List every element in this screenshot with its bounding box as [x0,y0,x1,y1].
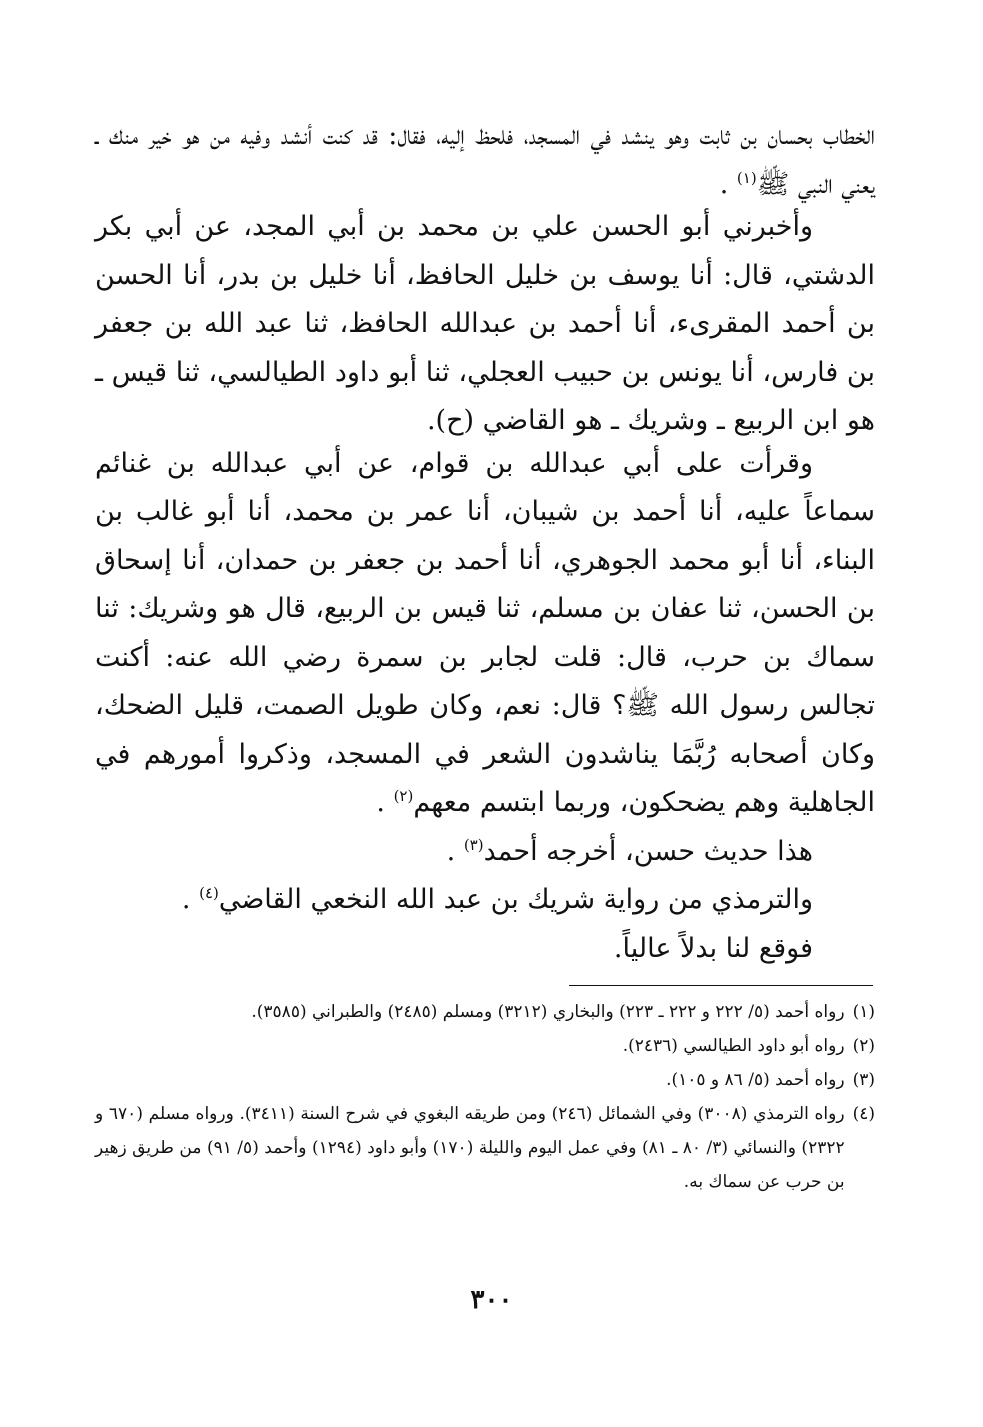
paragraph-2: وأخبرني أبو الحسن علي بن محمد بن أبي المجد، عن أبي بكر الدشتي، قال: أنا يوسف بن خليل الحافظ، أنا خليل بن بدر، أنا الحسن بن أحمد المقرىء، أنا أحمد بن عبدالله الحافظ، ثنا عبد الله بن جعفر بن فارس، أنا يونس بن حبيب العجلي، ثنا أبو داود الطيالسي، ثنا قيس ـ هو ابن الربيع ـ وشريك ـ هو القاضي (ح). [95,211,875,436]
footnote-3 [95,1063,875,1097]
paragraph-3-end: . [376,787,385,818]
footnote-number: (٤) [852,1104,875,1124]
footnote-1 [95,995,875,1029]
footnote-separator [569,985,873,986]
paragraph-3-text: وقرأت على أبي عبدالله بن قوام، عن أبي عبدالله بن غنائم سماعاً عليه، أنا أحمد بن شيبان، أنا عمر بن محمد، أنا أبو غالب بن البناء، أنا أبو محمد الجوهري، أنا أحمد بن جعفر بن حمدان، أنا إسحاق بن الحسن، ثنا عفان بن مسلم، ثنا قيس بن الربيع، قال هو وشريك: ثنا سماك بن حرب، قال: قلت لجابر بن سمرة رضي الله عنه: أكنت تجالس رسول الله ﷺ؟ قال: نعم، وكان طويل الصمت، قليل الضحك، وكان أصحابه رُبَّمَا يناشدون الشعر في المسجد، وذكروا أمورهم في الجاهلية وهم يضحكون، وربما ابتسم معهم [95,447,875,818]
footnote-2 [95,1029,875,1063]
footnote-ref-2[interactable]: (٢) [393,787,414,805]
footnote-text: رواه الترمذي (٣٠٠٨) وفي الشمائل (٢٤٦) ومن طريقه البغوي في شرح السنة (٣٤١١). ورواه مسلم (٦٧٠ و ٢٣٢٢) والنسائي (٣/ ٨٠ ـ ٨١) وفي عمل اليوم والليلة (١٧٠) وأبو داود (١٢٩٤) وأحمد (٥/ ٩١) من طريق زهير بن حرب عن سماك به. [95,1104,845,1192]
footnote-4 [95,1097,875,1199]
paragraph-5-text: والترمذي من رواية شريك بن عبد الله النخعي القاضي [218,884,813,915]
footnote-number: (٣) [852,1070,875,1090]
paragraph-1 [95,112,875,209]
paragraph-4-end: . [446,835,456,867]
footnote-number: (١) [852,1002,875,1022]
footnote-text: رواه أحمد (٥/ ٨٦ و ١٠٥). [666,1070,845,1090]
page-number: ٣٠٠ [470,1285,513,1315]
footnote-ref-1[interactable]: (١) [736,168,757,187]
paragraph-1-end: . [719,168,729,200]
footnote-number: (٢) [852,1036,875,1056]
paragraph-4-text: هذا حديث حسن، أخرجه أحمد [483,835,813,867]
footnote-text: رواه أحمد (٥/ ٢٢٢ و ٢٢٢ ـ ٢٢٣) والبخاري (٣٢١٢) ومسلم (٢٤٨٥) والطبراني (٣٥٨٥). [251,1002,845,1022]
footnotes [95,995,875,1199]
paragraph-5-end: . [181,884,191,915]
paragraph-1-text: الخطاب بحسان بن ثابت وهو ينشد في المسجد، فلحظ إليه، فقال: قد كنت أنشد وفيه من هو خير منك ـ يعني النبي ﷺ [95,120,875,200]
paragraph-5 [95,876,875,925]
paragraph-6: فوقع لنا بدلاً عالياً. [613,932,813,964]
paragraph-3 [95,440,875,828]
footnote-text: رواه أبو داود الطيالسي (٢٤٣٦). [622,1036,845,1056]
main-text [95,112,875,973]
paragraph-4 [95,828,875,877]
footnote-ref-4[interactable]: (٤) [199,884,219,902]
footnote-ref-3[interactable]: (٣) [463,835,484,854]
